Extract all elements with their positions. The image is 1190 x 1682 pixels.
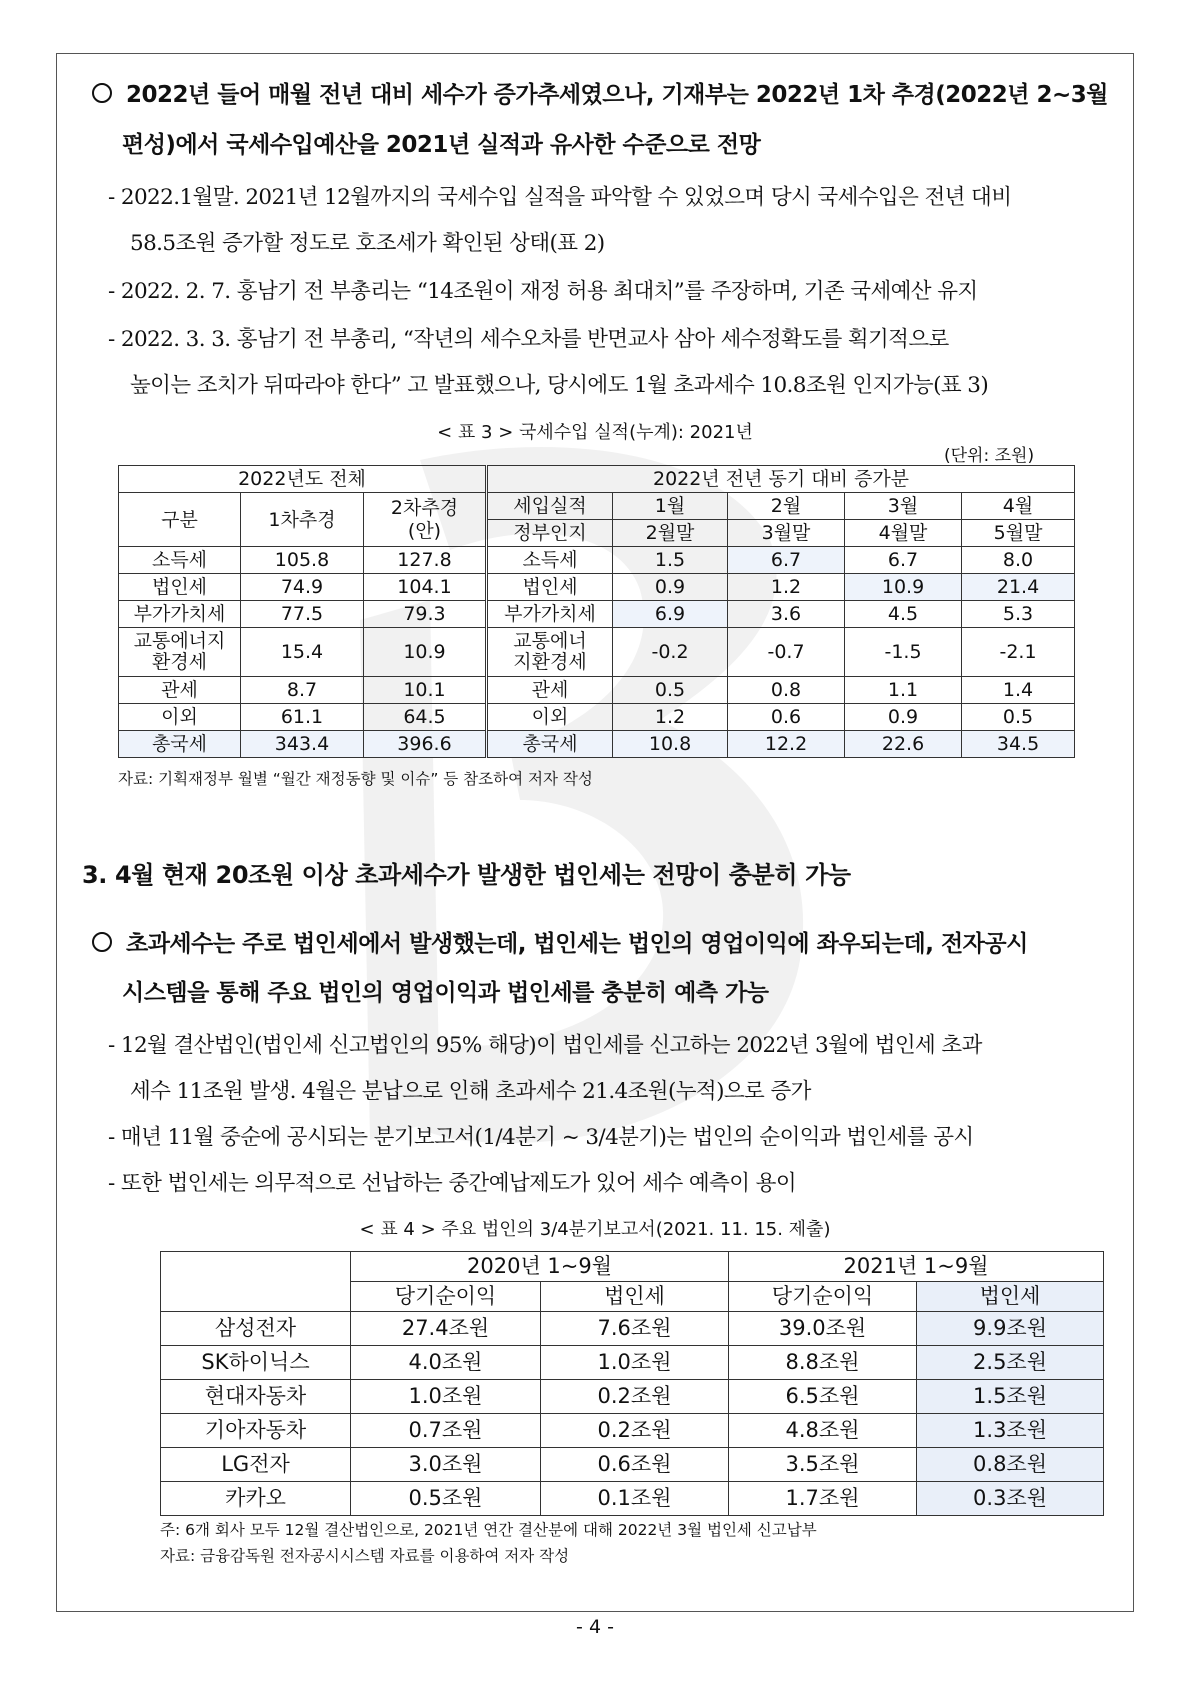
row-label-right: 관세 [487,677,613,704]
cell-second: 64.5 [364,704,487,731]
bullet-continuation: 편성)에서 국세수입예산을 2021년 실적과 유사한 수준으로 전망 [122,132,761,158]
cell-ni-2021: 3.5조원 [729,1448,917,1482]
bullet-text: 초과세수는 주로 법인세에서 발생했는데, 법인세는 법인의 영업이익에 좌우되는데, 전자공시 [126,931,1028,957]
row-label: 총국세 [119,731,241,758]
table3-header-row1 [119,493,1075,520]
table3-col-first: 1차추경 [241,493,364,547]
company-name: 삼성전자 [161,1312,351,1346]
cell-first: 15.4 [241,628,364,677]
row-label: 교통에너지 환경세 [119,628,241,677]
dash-item-5: - 매년 11월 중순에 공시되는 분기보고서(1/4분기 ~ 3/4분기)는 법인의 순이익과 법인세를 공시 [108,1125,974,1150]
cell-ni-2020: 0.7조원 [351,1414,541,1448]
cell-m4: 0.5 [962,704,1075,731]
cell-m4: -2.1 [962,628,1075,677]
table3-month-end-3: 4월말 [845,520,962,547]
table3-unit: (단위: 조원) [944,446,1035,466]
cell-m2: 12.2 [728,731,845,758]
cell-m2: 1.2 [728,574,845,601]
cell-m4: 5.3 [962,601,1075,628]
table3-month-2: 2월 [728,493,845,520]
table3-group-right: 2022년 전년 동기 대비 증가분 [487,466,1075,493]
table4-caption: < 표 4 > 주요 법인의 3/4분기보고서(2021. 11. 15. 제출) [359,1219,831,1240]
cell-ni-2021: 1.7조원 [729,1482,917,1516]
circle-bullet-icon [92,932,112,952]
cell-second: 79.3 [364,601,487,628]
dash-item-3-continuation: 높이는 조치가 뒤따라야 한다” 고 발표했으나, 당시에도 1월 초과세수 10.8조원 인지가능(표 3) [130,373,989,398]
cell-m1: 6.9 [613,601,728,628]
table3-col-category: 구분 [119,493,241,547]
cell-m1: 1.2 [613,704,728,731]
cell-ni-2021: 39.0조원 [729,1312,917,1346]
table3-month-end-4: 5월말 [962,520,1075,547]
cell-tax-2021: 1.5조원 [917,1380,1104,1414]
table3 [118,465,1075,758]
table4-col-ni-2020: 당기순이익 [351,1282,541,1312]
table3-month-3: 3월 [845,493,962,520]
table4 [160,1251,1104,1516]
table-row [119,601,1075,628]
cell-first: 8.7 [241,677,364,704]
cell-ni-2020: 1.0조원 [351,1380,541,1414]
cell-m1: 10.8 [613,731,728,758]
table3-month-end-1: 2월말 [613,520,728,547]
table3-month-1: 1월 [613,493,728,520]
cell-tax-2021: 9.9조원 [917,1312,1104,1346]
table3-group-header [119,466,1075,493]
cell-m3: 6.7 [845,547,962,574]
cell-m2: 0.6 [728,704,845,731]
dash-item-4-continuation: 세수 11조원 발생. 4월은 분납으로 인해 초과세수 21.4조원(누적)으로 증가 [130,1079,811,1104]
dash-item-1: - 2022.1월말. 2021년 12월까지의 국세수입 실적을 파악할 수 있었으며 당시 국세수입은 전년 대비 [108,185,1012,210]
cell-m3: 1.1 [845,677,962,704]
table-row [161,1380,1104,1414]
cell-m3: 22.6 [845,731,962,758]
row-label: 이외 [119,704,241,731]
cell-ni-2020: 4.0조원 [351,1346,541,1380]
row-label: 법인세 [119,574,241,601]
table4-corner [161,1252,351,1312]
cell-second: 10.1 [364,677,487,704]
dash-item-6: - 또한 법인세는 의무적으로 선납하는 중간예납제도가 있어 세수 예측이 용이 [108,1171,797,1196]
company-name: 카카오 [161,1482,351,1516]
cell-first: 343.4 [241,731,364,758]
table4-col-tax-2021: 법인세 [917,1282,1104,1312]
table-row [161,1414,1104,1448]
bullet-continuation: 시스템을 통해 주요 법인의 영업이익과 법인세를 충분히 예측 가능 [122,980,769,1006]
cell-tax-2021: 0.3조원 [917,1482,1104,1516]
row-label-right: 총국세 [487,731,613,758]
cell-m2: 3.6 [728,601,845,628]
table3-source: 자료: 기획재정부 월별 “월간 재정동향 및 이슈” 등 참조하여 저자 작성 [118,770,593,788]
table3-caption: < 표 3 > 국세수입 실적(누계): 2021년 [437,422,753,443]
table-row [119,574,1075,601]
page-number: - 4 - [576,1616,614,1638]
cell-m4: 1.4 [962,677,1075,704]
table-row [161,1346,1104,1380]
row-label-right: 이외 [487,704,613,731]
cell-ni-2020: 3.0조원 [351,1448,541,1482]
cell-m1: -0.2 [613,628,728,677]
cell-ni-2021: 4.8조원 [729,1414,917,1448]
table4-note: 주: 6개 회사 모두 12월 결산법인으로, 2021년 연간 결산분에 대해 2022년 3월 법인세 신고납부 [160,1521,817,1539]
cell-m3: 4.5 [845,601,962,628]
table-row [161,1448,1104,1482]
table3-col-actual: 세입실적 [487,493,613,520]
table3-group-left: 2022년도 전체 [119,466,487,493]
cell-tax-2020: 0.6조원 [541,1448,729,1482]
table4-col-tax-2020: 법인세 [541,1282,729,1312]
section-heading: 3. 4월 현재 20조원 이상 초과세수가 발생한 법인세는 전망이 충분히 가능 [82,861,851,889]
cell-tax-2021: 2.5조원 [917,1346,1104,1380]
table3-col-second: 2차추경 (안) [364,493,487,547]
cell-m4: 34.5 [962,731,1075,758]
cell-tax-2021: 1.3조원 [917,1414,1104,1448]
cell-m3: 10.9 [845,574,962,601]
table-row [161,1482,1104,1516]
cell-second: 127.8 [364,547,487,574]
dash-item-3: - 2022. 3. 3. 홍남기 전 부총리, “작년의 세수오차를 반면교사 삼아 세수정확도를 획기적으로 [108,327,949,352]
cell-second: 396.6 [364,731,487,758]
table-row [119,547,1075,574]
company-name: 현대자동차 [161,1380,351,1414]
company-name: 기아자동차 [161,1414,351,1448]
table4-period-2021: 2021년 1~9월 [729,1252,1104,1282]
row-label-right: 부가가치세 [487,601,613,628]
cell-ni-2020: 27.4조원 [351,1312,541,1346]
table4-period-row [161,1252,1104,1282]
cell-m2: 6.7 [728,547,845,574]
table3-col-recognized: 정부인지 [487,520,613,547]
cell-ni-2021: 6.5조원 [729,1380,917,1414]
table4-period-2020: 2020년 1~9월 [351,1252,729,1282]
cell-m2: 0.8 [728,677,845,704]
cell-second: 10.9 [364,628,487,677]
cell-m4: 21.4 [962,574,1075,601]
cell-tax-2020: 0.2조원 [541,1380,729,1414]
cell-first: 61.1 [241,704,364,731]
dash-item-4: - 12월 결산법인(법인세 신고법인의 95% 해당)이 법인세를 신고하는 2022년 3월에 법인세 초과 [108,1033,982,1058]
cell-tax-2020: 0.1조원 [541,1482,729,1516]
cell-ni-2021: 8.8조원 [729,1346,917,1380]
dash-item-1-continuation: 58.5조원 증가할 정도로 호조세가 확인된 상태(표 2) [130,231,605,256]
table-row [161,1312,1104,1346]
table4-source: 자료: 금융감독원 전자공시시스템 자료를 이용하여 저자 작성 [160,1547,570,1565]
cell-ni-2020: 0.5조원 [351,1482,541,1516]
row-label-right: 법인세 [487,574,613,601]
cell-first: 105.8 [241,547,364,574]
company-name: SK하이닉스 [161,1346,351,1380]
cell-first: 74.9 [241,574,364,601]
cell-m1: 1.5 [613,547,728,574]
bullet-item-1 [92,76,1108,109]
row-label: 소득세 [119,547,241,574]
row-label: 부가가치세 [119,601,241,628]
table-row [119,704,1075,731]
cell-second: 104.1 [364,574,487,601]
cell-m1: 0.5 [613,677,728,704]
row-label-right: 교통에너 지환경세 [487,628,613,677]
cell-m3: -1.5 [845,628,962,677]
table3-month-end-2: 3월말 [728,520,845,547]
circle-bullet-icon [92,83,112,103]
cell-tax-2021: 0.8조원 [917,1448,1104,1482]
dash-item-2: - 2022. 2. 7. 홍남기 전 부총리는 “14조원이 재정 허용 최대치”를 주장하며, 기존 국세예산 유지 [108,279,978,304]
cell-m1: 0.9 [613,574,728,601]
bullet-text: 2022년 들어 매월 전년 대비 세수가 증가추세였으나, 기재부는 2022년 1차 추경(2022년 2~3월 [126,82,1108,108]
cell-tax-2020: 7.6조원 [541,1312,729,1346]
cell-tax-2020: 0.2조원 [541,1414,729,1448]
cell-first: 77.5 [241,601,364,628]
cell-m4: 8.0 [962,547,1075,574]
company-name: LG전자 [161,1448,351,1482]
bullet-item-2 [92,925,1028,958]
row-label: 관세 [119,677,241,704]
table4-col-ni-2021: 당기순이익 [729,1282,917,1312]
table3-month-4: 4월 [962,493,1075,520]
table-row [119,628,1075,677]
row-label-right: 소득세 [487,547,613,574]
cell-m2: -0.7 [728,628,845,677]
table-row-total [119,731,1075,758]
table-row [119,677,1075,704]
cell-tax-2020: 1.0조원 [541,1346,729,1380]
cell-m3: 0.9 [845,704,962,731]
